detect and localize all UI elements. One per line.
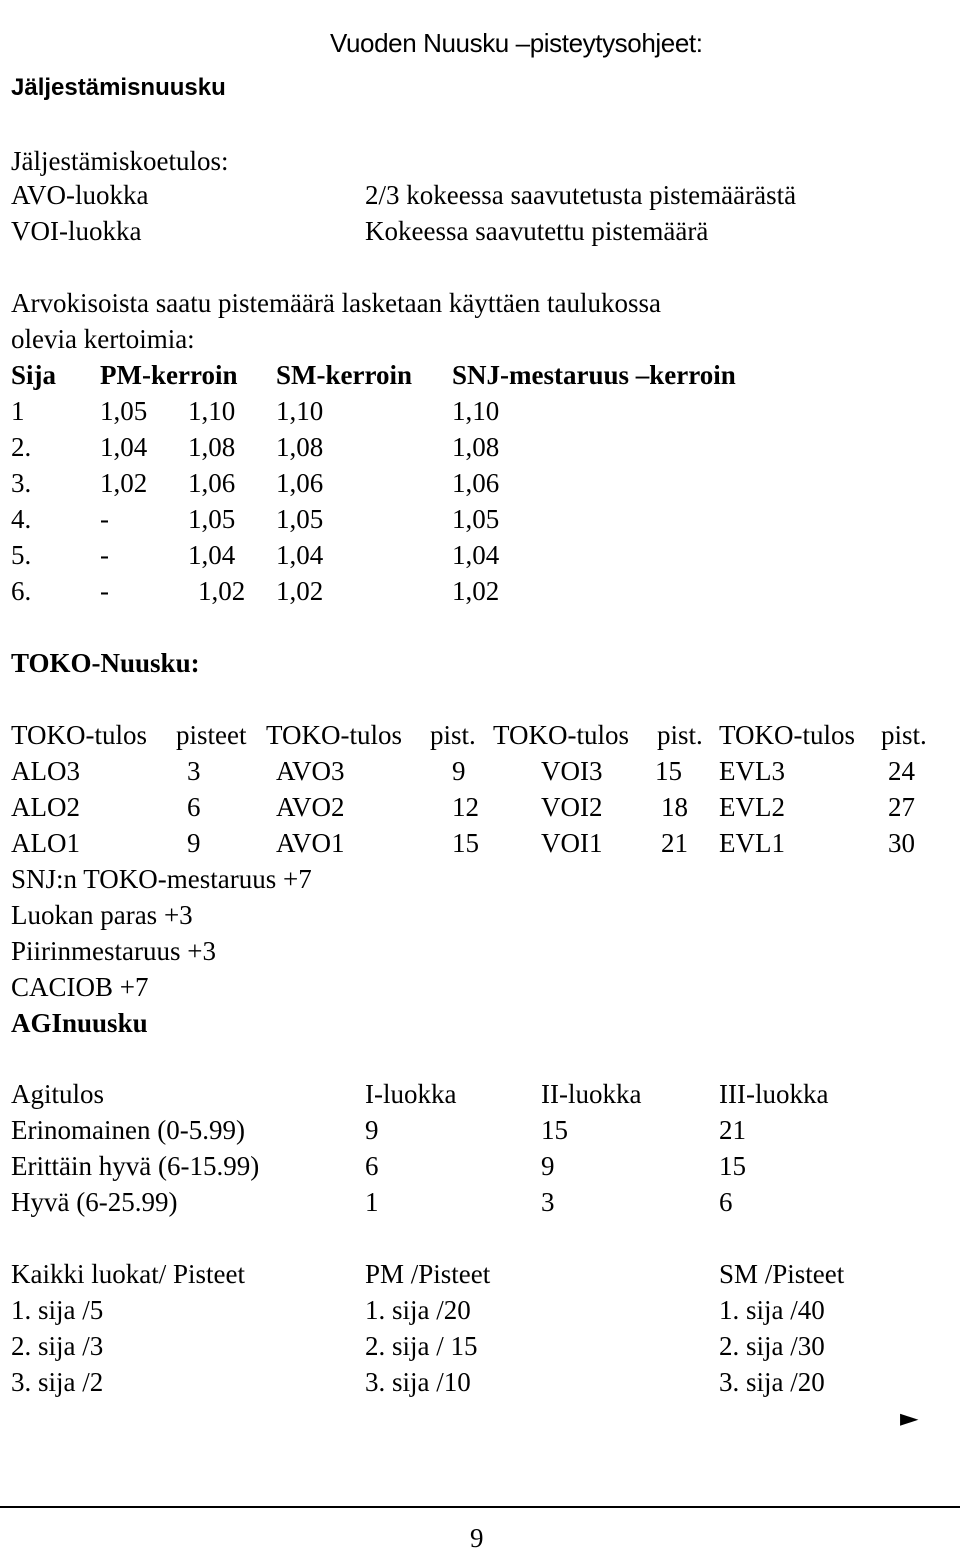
toko-table-header [0,717,960,753]
cell: ALO3 [11,756,80,786]
cell: 9 [365,1115,379,1145]
cell: 3. sija /2 [11,1367,104,1397]
toko-row [0,789,960,825]
cell: 1,10 [276,396,324,426]
header-cell: TOKO-tulos [266,720,403,750]
multiplier-row [0,573,960,609]
cell: EVL3 [719,756,785,786]
cell: 1,02 [452,576,500,606]
bonus-item: SNJ:n TOKO-mestaruus +7 [11,864,312,894]
header-cell: III-luokka [719,1079,829,1109]
cell: 6 [365,1151,379,1181]
cell: EVL1 [719,828,785,858]
cell: 3 [187,756,201,786]
header-cell: PM-kerroin [100,360,238,390]
multiplier-row [0,501,960,537]
header-cell: pist. [881,720,927,750]
multiplier-row [0,393,960,429]
cell: 1,05 [100,396,148,426]
cell: EVL2 [719,792,785,822]
header-cell: SNJ-mestaruus –kerroin [452,360,736,390]
class-row [0,213,960,249]
header-cell: pist. [657,720,703,750]
bonus-item: Piirinmestaruus +3 [11,936,216,966]
cell: Erittäin hyvä (6-15.99) [11,1151,260,1181]
cell: 1,05 [188,504,236,534]
cell: 9 [541,1151,555,1181]
class-rule: 2/3 kokeessa saavutetusta pistemäärästä [365,180,797,210]
cell: 1,02 [276,576,324,606]
cell: ALO2 [11,792,80,822]
multiplier-note: olevia kertoimia: [11,324,195,354]
header-cell: pist. [430,720,476,750]
multiplier-row [0,465,960,501]
cell: 1,05 [452,504,500,534]
header-cell: SM /Pisteet [719,1259,845,1289]
cell: 27 [888,792,915,822]
tracking-result-label: Jäljestämiskoetulos: [11,146,229,176]
section-heading-toko: TOKO-Nuusku: [11,648,200,678]
cell: 30 [888,828,915,858]
page-title: Vuoden Nuusku –pisteytysohjeet: [330,28,703,58]
cell: 1,04 [276,540,324,570]
cell: 3. sija /20 [719,1367,825,1397]
class-rule: Kokeessa saavutettu pistemäärä [365,216,709,246]
cell: VOI3 [541,756,603,786]
cell: 1,08 [276,432,324,462]
header-cell: I-luokka [365,1079,457,1109]
cell: - [100,540,109,570]
cell: 1,05 [276,504,324,534]
cell: 1,06 [188,468,236,498]
placement-row [0,1328,960,1364]
cell: 6 [719,1187,733,1217]
cell: 5. [11,540,32,570]
header-cell: Agitulos [11,1079,105,1109]
cell: 1,04 [188,540,236,570]
toko-row [0,825,960,861]
cell: 6. [11,576,32,606]
placement-row [0,1292,960,1328]
cell: 1,06 [276,468,324,498]
cell: VOI2 [541,792,603,822]
cell: 24 [888,756,915,786]
cell: 1 [365,1187,379,1217]
cell: 1. sija /20 [365,1295,471,1325]
cell: 1,10 [452,396,500,426]
multiplier-row [0,537,960,573]
cell: 6 [187,792,201,822]
cell: 21 [719,1115,746,1145]
cell: AVO3 [276,756,345,786]
cell: - [100,576,109,606]
header-cell: Sija [11,360,57,390]
header-cell: Kaikki luokat/ Pisteet [11,1259,245,1289]
cell: 3. sija /10 [365,1367,471,1397]
cell: 1,02 [100,468,148,498]
class-name: AVO-luokka [11,180,149,210]
cell: 1,06 [452,468,500,498]
agility-row [0,1112,960,1148]
multiplier-note: Arvokisoista saatu pistemäärä lasketaan käyttäen taulukossa [11,288,662,318]
cell: 3. [11,468,32,498]
placement-table-header [0,1256,960,1292]
header-cell: pisteet [176,720,247,750]
cell: 1,04 [100,432,148,462]
page-number: 9 [470,1523,484,1553]
header-cell: SM-kerroin [276,360,412,390]
placement-row [0,1364,960,1400]
cell: ALO1 [11,828,80,858]
cell: Erinomainen (0-5.99) [11,1115,245,1145]
cell: 1,08 [452,432,500,462]
cell: 1. sija /40 [719,1295,825,1325]
header-cell: II-luokka [541,1079,642,1109]
cell: 1. sija /5 [11,1295,104,1325]
cell: 1,04 [452,540,500,570]
bonus-item: Luokan paras +3 [11,900,193,930]
cell: 15 [719,1151,746,1181]
footer-divider [0,1506,960,1508]
cell: 9 [452,756,466,786]
cell: - [100,504,109,534]
cell: 2. sija /30 [719,1331,825,1361]
multiplier-table-header [0,357,960,393]
agility-row [0,1148,960,1184]
cell: Hyvä (6-25.99) [11,1187,178,1217]
section-heading-tracking: Jäljestämisnuusku [11,74,226,101]
header-cell: TOKO-tulos [11,720,148,750]
bonus-item: CACIOB +7 [11,972,149,1002]
cell: 1 [11,396,25,426]
cell: 2. sija /3 [11,1331,104,1361]
multiplier-row [0,429,960,465]
cell: 2. sija / 15 [365,1331,478,1361]
cell: 3 [541,1187,555,1217]
agility-table-header [0,1076,960,1112]
header-cell: PM /Pisteet [365,1259,491,1289]
cell: 18 [661,792,688,822]
section-heading-agility: AGInuusku [11,1008,148,1038]
cell: 15 [541,1115,568,1145]
class-row [0,177,960,213]
header-cell: TOKO-tulos [493,720,630,750]
next-page-arrow-icon[interactable]: ► [900,1404,919,1432]
cell: 1,08 [188,432,236,462]
cell: 12 [452,792,479,822]
cell: 9 [187,828,201,858]
cell: VOI1 [541,828,603,858]
cell: AVO1 [276,828,345,858]
cell: AVO2 [276,792,345,822]
cell: 4. [11,504,32,534]
cell: 1,10 [188,396,236,426]
cell: 2. [11,432,32,462]
class-name: VOI-luokka [11,216,142,246]
cell: 15 [452,828,479,858]
cell: 15 [655,756,682,786]
cell: 21 [661,828,688,858]
toko-row [0,753,960,789]
cell: 1,02 [198,576,246,606]
agility-row [0,1184,960,1220]
header-cell: TOKO-tulos [719,720,856,750]
